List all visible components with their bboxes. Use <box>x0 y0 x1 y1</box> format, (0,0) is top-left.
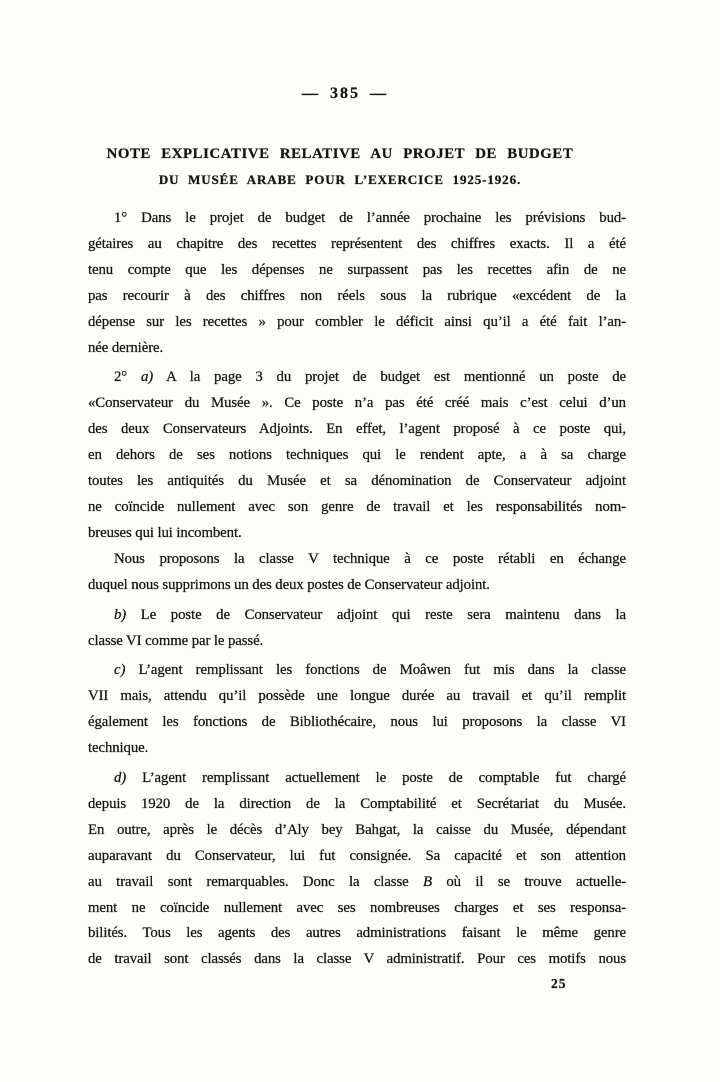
text-line: au travail sont remarquables. Donc la classe B où il se trouve actuelle- <box>88 873 627 890</box>
text-line: VII mais, attendu qu’il possède une longue durée au travail et qu’il remplit <box>88 688 626 705</box>
text-line: tenu compte que les dépenses ne surpassent pas les recettes afin de ne <box>88 261 626 278</box>
text-line: 1° Dans le projet de budget de l’année prochaine les prévisions bud- <box>114 210 626 226</box>
text-line: en dehors de ses notions techniques qui le rendent apte, a à sa charge <box>88 447 626 464</box>
italic-run: B <box>423 873 432 890</box>
text-line: b) Le poste de Conservateur adjoint qui reste sera maintenu dans la <box>114 606 626 623</box>
text-line: gétaires au chapitre des recettes représentent des chiffres exacts. Il a été <box>88 235 626 252</box>
text-line: ment ne coïncide nullement avec ses nombreuses charges et ses responsa- <box>88 899 626 916</box>
text-line: 2° a) A la page 3 du projet de budget est mentionné un poste de <box>114 369 627 386</box>
italic-run: d) <box>114 770 127 787</box>
text-line: breuses qui lui incombent. <box>88 524 242 541</box>
paragraph-article-2a <box>88 365 626 546</box>
text-line: Nous proposons la classe V technique à ce poste rétabli en échange <box>114 550 626 567</box>
title-line-2: DU MUSÉE ARABE POUR L’EXERCICE 1925-1926. <box>158 172 522 187</box>
document-body <box>88 206 626 973</box>
text-line: d) L’agent remplissant actuellement le poste de comptable fut chargé <box>114 770 626 787</box>
text-line: pas recourir à des chiffres non réels sous la rubrique «excédent de la <box>88 287 626 304</box>
text-line: duquel nous supprimons un des deux postes de Conservateur adjoint. <box>88 576 490 593</box>
italic-run: b) <box>114 606 127 623</box>
page-number: — 385 — <box>302 85 388 102</box>
text-line: En outre, après le décès d’Aly bey Bahgat, la caisse du Musée, dépendant <box>88 821 626 838</box>
document-title <box>60 146 620 188</box>
paragraph-article-2a-proposal <box>88 547 626 599</box>
text-line: ne coïncide nullement avec son genre de travail et les responsabilités nom- <box>88 498 626 515</box>
text-line: «Conservateur du Musée ». Ce poste n’a pas été créé mais c’est celui d’un <box>88 395 626 412</box>
text-line: des deux Conservateurs Adjoints. En effet, l’agent proposé à ce poste qui, <box>88 421 626 438</box>
text-line: depuis 1920 de la direction de la Comptabilité et Secrétariat du Musée. <box>88 795 626 812</box>
text-line: de travail sont classés dans la classe V administratif. Pour ces motifs nous <box>88 951 626 968</box>
paragraph-article-2d <box>88 766 626 973</box>
paragraph-article-1 <box>88 206 626 361</box>
text-line: née dernière. <box>88 339 164 356</box>
text-line: c) L’agent remplissant les fonctions de Moâwen fut mis dans la classe <box>114 662 626 679</box>
title-line-1: NOTE EXPLICATIVE RELATIVE AU PROJET DE BUDGET <box>106 146 574 162</box>
paragraph-article-2c <box>88 658 626 762</box>
printers-signature-mark: 25 <box>551 976 567 991</box>
text-line: toutes les antiquités du Musée et sa dénomination de Conservateur adjoint <box>88 473 626 490</box>
text-line: dépense sur les recettes » pour combler le déficit ainsi qu’il a été fait l’an- <box>88 313 626 330</box>
paragraph-article-2b <box>88 603 626 655</box>
text-line: classe VI comme par le passé. <box>88 632 264 649</box>
text-line: également les fonctions de Bibliothécaire, nous lui proposons la classe VI <box>88 714 626 731</box>
text-line: auparavant du Conservateur, lui fut consignée. Sa capacité et son attention <box>88 847 626 864</box>
text-line: technique. <box>88 740 149 757</box>
text-line: bilités. Tous les agents des autres administrations faisant le même genre <box>88 925 626 942</box>
italic-run: a) <box>140 369 154 386</box>
italic-run: c) <box>114 662 126 679</box>
